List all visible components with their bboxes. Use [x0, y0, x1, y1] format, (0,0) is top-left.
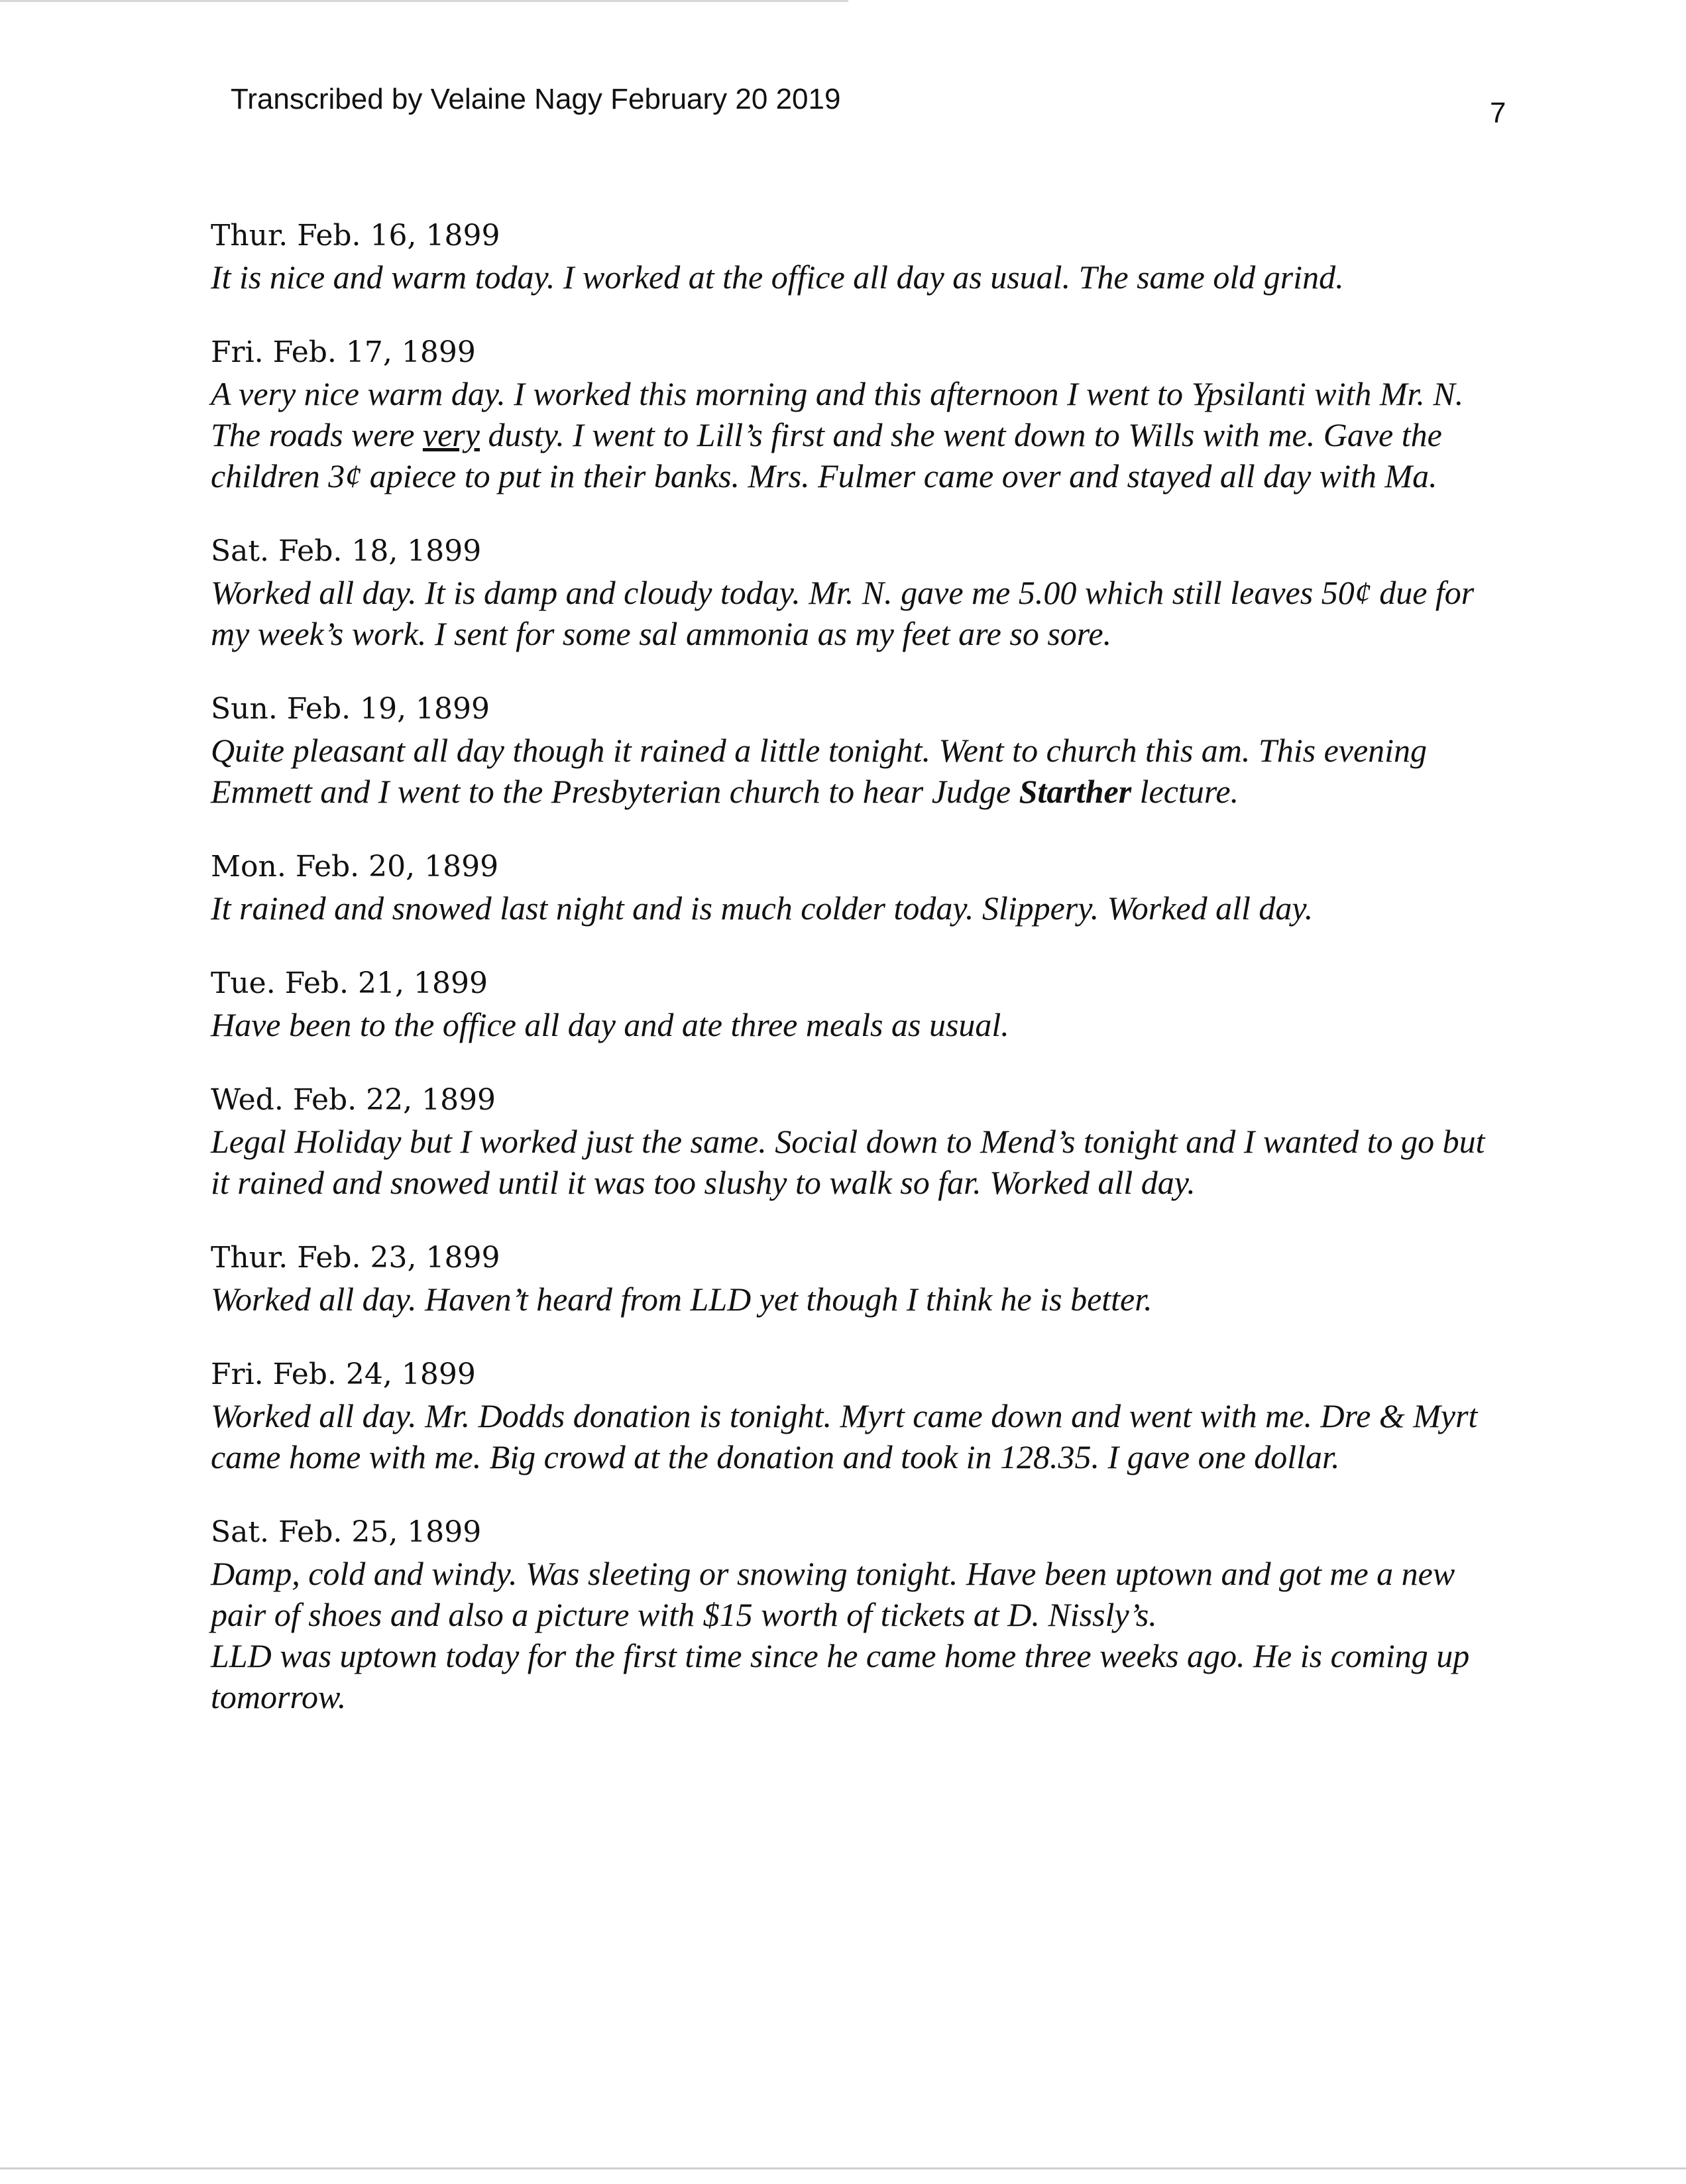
diary-entry: [211, 215, 1510, 298]
diary-entry: [211, 846, 1510, 929]
diary-entry: [211, 1080, 1510, 1203]
entry-date: Tue. Feb. 21, 1899: [211, 966, 488, 1000]
entry-date: Thur. Feb. 23, 1899: [211, 1241, 500, 1275]
diary-entries: [211, 215, 1510, 1752]
diary-entry: [211, 332, 1510, 496]
entry-text-part: Quite pleasant all day though it rained a little tonight. Went to church this am. This evening Emmett and I went to the Presbyterian church to hear Judge: [211, 732, 1428, 810]
entry-date: Thur. Feb. 16, 1899: [211, 219, 500, 253]
entry-date: Mon. Feb. 20, 1899: [211, 850, 499, 884]
entry-text: [211, 373, 1510, 496]
entry-text: Have been to the office all day and ate three meals as usual.: [211, 1006, 1009, 1043]
scan-edge-bottom: [0, 2167, 1686, 2169]
diary-entry: [211, 1512, 1510, 1717]
entry-text: Worked all day. It is damp and cloudy today. Mr. N. gave me 5.00 which still leaves 50¢ due for my week’s work. I sent for some sal ammonia as my feet are so sore.: [211, 574, 1475, 652]
transcriber-header: Transcribed by Velaine Nagy February 20 2019: [231, 83, 841, 115]
entry-text: Worked all day. Mr. Dodds donation is tonight. Myrt came down and went with me. Dre & Myrt came home with me. Big crowd at the donation and took in 128.35. I gave one dollar.: [211, 1397, 1478, 1475]
entry-date: Fri. Feb. 17, 1899: [211, 335, 476, 369]
entry-text: Legal Holiday but I worked just the same. Social down to Mend’s tonight and I wanted to go but it rained and snowed until it was too slushy to walk so far. Worked all day.: [211, 1123, 1485, 1201]
page-number: 7: [1490, 97, 1506, 129]
entry-text: It rained and snowed last night and is much colder today. Slippery. Worked all day.: [211, 890, 1314, 927]
diary-entry: [211, 1237, 1510, 1320]
bold-name: Starther: [1019, 773, 1132, 810]
scan-edge-top: [0, 0, 848, 2]
entry-text: Worked all day. Haven’t heard from LLD yet though I think he is better.: [211, 1281, 1152, 1318]
diary-entry: [211, 689, 1510, 812]
entry-date: Fri. Feb. 24, 1899: [211, 1357, 476, 1391]
entry-text-part: dusty. I went to Lill’s first and she went down to Wills with me. Gave the children 3¢ apiece to put in their banks. Mrs. Fulmer came over and stayed all day with Ma.: [211, 416, 1442, 494]
entry-text-continued: LLD was uptown today for the first time since he came home three weeks ago. He is coming up tomorrow.: [211, 1637, 1470, 1715]
diary-entry: [211, 963, 1510, 1045]
entry-text-part: lecture.: [1131, 773, 1239, 810]
entry-date: Sat. Feb. 18, 1899: [211, 534, 482, 568]
entry-text: Damp, cold and windy. Was sleeting or snowing tonight. Have been uptown and got me a new pair of shoes and also a picture with $15 worth of tickets at D. Nissly’s.: [211, 1555, 1455, 1633]
diary-entry: [211, 531, 1510, 654]
underlined-word: very: [422, 416, 480, 453]
entry-text: [211, 730, 1510, 812]
entry-date: Wed. Feb. 22, 1899: [211, 1083, 496, 1117]
entry-text: It is nice and warm today. I worked at the office all day as usual. The same old grind.: [211, 259, 1344, 296]
entry-date: Sat. Feb. 25, 1899: [211, 1515, 482, 1549]
entry-date: Sun. Feb. 19, 1899: [211, 692, 490, 726]
diary-entry: [211, 1354, 1510, 1477]
entry-text-part: A very nice warm day. I worked this morning and this afternoon I went to Ypsilanti with Mr. N. The roads were: [211, 375, 1464, 453]
